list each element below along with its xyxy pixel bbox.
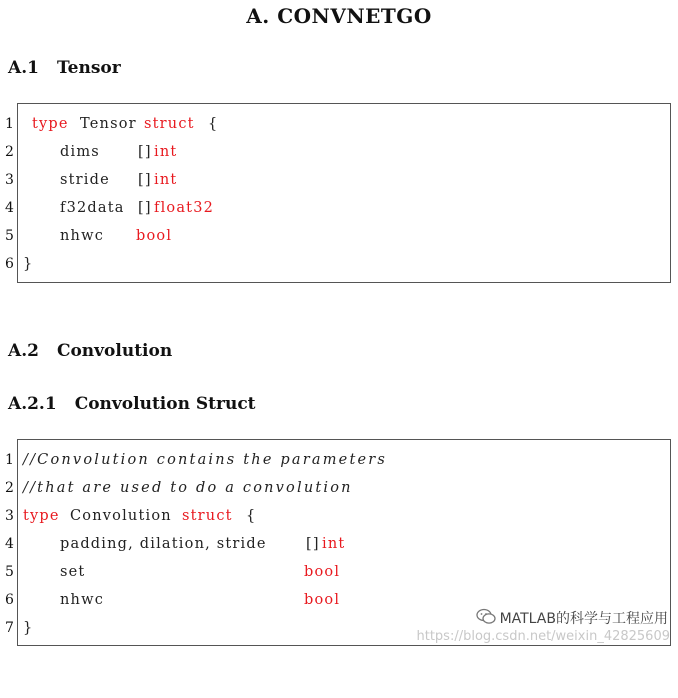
section-number: A.1 [8,58,39,78]
line-number: 2 [5,144,14,160]
brace: { [246,508,257,524]
watermark [476,608,668,630]
line-number: 2 [5,480,14,496]
section-heading-a21 [8,394,256,414]
slice-bracket: [] [306,536,320,552]
field-name: set [60,564,86,580]
line-number: 4 [5,200,14,216]
brace: } [23,256,34,272]
keyword: struct [182,508,233,524]
code-line [18,138,670,166]
section-label: Tensor [56,58,121,78]
keyword: type [23,508,60,524]
line-number: 3 [5,172,14,188]
keyword: struct [144,116,195,132]
field-name: f32data [60,200,125,216]
section-number: A.2.1 [8,394,57,414]
field-name: dims [60,144,100,160]
code-line [18,474,670,502]
line-number: 7 [5,620,14,636]
code-line [18,166,670,194]
code-line [18,110,670,138]
code-line [18,530,670,558]
field-type: int [154,172,178,188]
code-comment: //that are used to do a convolution [23,480,353,496]
field-type: bool [304,592,341,608]
brace: { [208,116,219,132]
field-type: float32 [154,200,215,216]
line-number: 1 [5,116,14,132]
line-number: 6 [5,592,14,608]
code-comment: //Convolution contains the parameters [23,452,388,468]
section-heading-a1 [8,58,121,78]
field-name: nhwc [60,592,105,608]
line-number: 6 [5,256,14,272]
line-number: 3 [5,508,14,524]
section-label: Convolution Struct [74,394,256,414]
code-line [18,558,670,586]
line-number: 5 [5,228,14,244]
watermark-url: https://blog.csdn.net/weixin_42825609 [416,629,670,644]
field-name: padding, dilation, stride [60,536,267,552]
field-name: nhwc [60,228,105,244]
tensor-code-block [17,103,671,283]
field-type: int [154,144,178,160]
field-name: stride [60,172,110,188]
slice-bracket: [] [138,144,152,160]
code-line [18,194,670,222]
code-line [18,222,670,250]
slice-bracket: [] [138,200,152,216]
section-label: Convolution [56,341,173,361]
watermark-text: MATLAB的科学与工程应用 [499,610,668,627]
brace: } [23,620,34,636]
type-name: Tensor [80,116,137,132]
field-type: int [322,536,346,552]
field-type: bool [136,228,173,244]
section-number: A.2 [8,341,39,361]
line-number: 5 [5,564,14,580]
code-line [18,250,670,278]
wechat-icon [476,608,496,629]
field-type: bool [304,564,341,580]
keyword: type [32,116,69,132]
line-number: 1 [5,452,14,468]
slice-bracket: [] [138,172,152,188]
line-number: 4 [5,536,14,552]
section-heading-a2 [8,341,172,361]
code-line [18,502,670,530]
code-line [18,446,670,474]
type-name: Convolution [70,508,172,524]
document-title: A. CONVNETGO [246,4,432,28]
